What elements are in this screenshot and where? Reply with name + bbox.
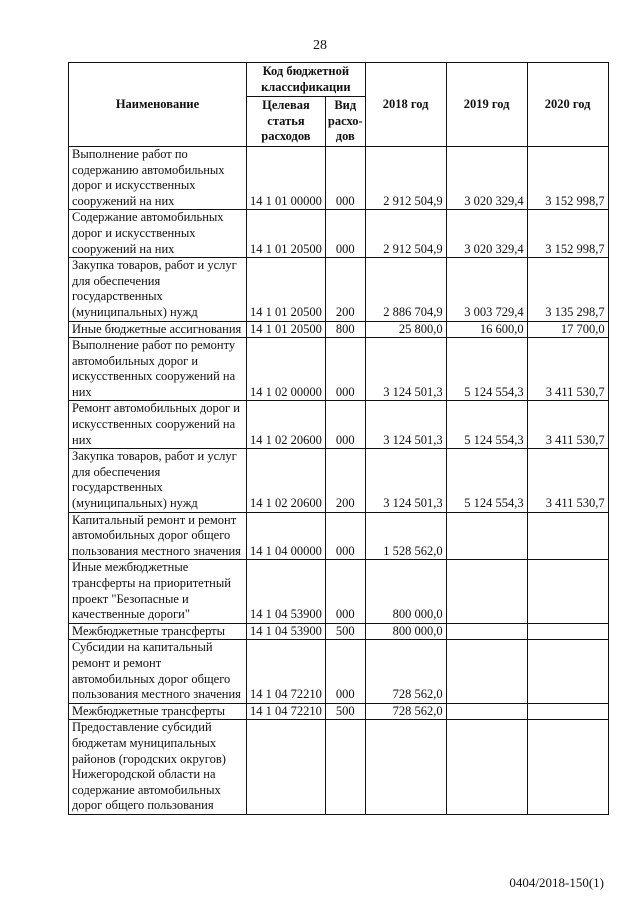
row-kind-code: 200: [325, 449, 365, 512]
row-value-2018: 3 124 501,3: [365, 401, 446, 449]
row-kind-code: 000: [325, 560, 365, 623]
row-name: Межбюджетные трансферты: [69, 703, 247, 720]
row-name: Закупка товаров, работ и услуг для обеспечения государственных (муниципальных) нужд: [69, 258, 247, 321]
row-value-2018: [365, 720, 446, 815]
row-value-2020: 3 135 298,7: [527, 258, 608, 321]
table-row: [69, 210, 609, 258]
row-value-2018: 2 912 504,9: [365, 210, 446, 258]
table-row: [69, 449, 609, 512]
page-number: 28: [313, 38, 327, 53]
row-kind-code: 800: [325, 321, 365, 338]
row-value-2020: [527, 512, 608, 560]
header-name: Наименование: [69, 63, 247, 147]
row-value-2020: 17 700,0: [527, 321, 608, 338]
table-row: [69, 720, 609, 815]
row-name: Иные бюджетные ассигнования: [69, 321, 247, 338]
table-row: [69, 560, 609, 623]
row-name: Содержание автомобильных дорог и искусственных сооружений на них: [69, 210, 247, 258]
row-value-2019: [446, 512, 527, 560]
row-target-code: [247, 720, 326, 815]
row-kind-code: 000: [325, 401, 365, 449]
row-value-2018: 728 562,0: [365, 703, 446, 720]
row-value-2020: [527, 623, 608, 640]
row-value-2018: 3 124 501,3: [365, 338, 446, 401]
row-kind-code: 200: [325, 258, 365, 321]
row-target-code: 14 1 01 20500: [247, 321, 326, 338]
row-kind-code: 500: [325, 623, 365, 640]
row-target-code: 14 1 04 53900: [247, 623, 326, 640]
header-target: Целевая статья расходов: [247, 97, 326, 147]
row-value-2019: [446, 560, 527, 623]
row-target-code: 14 1 01 20500: [247, 258, 326, 321]
row-target-code: 14 1 04 00000: [247, 512, 326, 560]
row-target-code: 14 1 04 72210: [247, 640, 326, 703]
row-kind-code: 000: [325, 338, 365, 401]
row-value-2018: 3 124 501,3: [365, 449, 446, 512]
row-target-code: 14 1 01 00000: [247, 146, 326, 209]
row-value-2019: [446, 720, 527, 815]
row-target-code: 14 1 04 53900: [247, 560, 326, 623]
row-value-2020: 3 411 530,7: [527, 401, 608, 449]
row-value-2020: [527, 640, 608, 703]
row-kind-code: 000: [325, 512, 365, 560]
row-value-2020: [527, 560, 608, 623]
row-value-2020: 3 152 998,7: [527, 210, 608, 258]
row-value-2019: 3 020 329,4: [446, 210, 527, 258]
row-target-code: 14 1 01 20500: [247, 210, 326, 258]
row-name: Межбюджетные трансферты: [69, 623, 247, 640]
row-value-2018: 800 000,0: [365, 560, 446, 623]
row-value-2020: 3 411 530,7: [527, 449, 608, 512]
budget-table: [68, 62, 609, 815]
row-name: Выполнение работ по содержанию автомобильных дорог и искусственных сооружений на них: [69, 146, 247, 209]
row-value-2019: 3 020 329,4: [446, 146, 527, 209]
table-row: [69, 512, 609, 560]
row-value-2020: [527, 720, 608, 815]
row-kind-code: 000: [325, 146, 365, 209]
row-kind-code: [325, 720, 365, 815]
row-value-2019: 5 124 554,3: [446, 449, 527, 512]
header-kind: Вид расхо-дов: [325, 97, 365, 147]
row-value-2018: 2 912 504,9: [365, 146, 446, 209]
table-row: [69, 338, 609, 401]
row-value-2019: [446, 703, 527, 720]
table-row: [69, 703, 609, 720]
table-row: [69, 623, 609, 640]
row-value-2019: 5 124 554,3: [446, 401, 527, 449]
row-value-2020: [527, 703, 608, 720]
row-value-2019: 16 600,0: [446, 321, 527, 338]
header-2020: 2020 год: [527, 63, 608, 147]
row-value-2018: 25 800,0: [365, 321, 446, 338]
row-kind-code: 500: [325, 703, 365, 720]
row-target-code: 14 1 02 20600: [247, 449, 326, 512]
row-name: Капитальный ремонт и ремонт автомобильных дорог общего пользования местного значения: [69, 512, 247, 560]
row-kind-code: 000: [325, 640, 365, 703]
row-kind-code: 000: [325, 210, 365, 258]
row-target-code: 14 1 02 00000: [247, 338, 326, 401]
row-name: Ремонт автомобильных дорог и искусственных сооружений на них: [69, 401, 247, 449]
document-code: 0404/2018-150(1): [509, 875, 604, 890]
row-value-2020: 3 411 530,7: [527, 338, 608, 401]
table-row: [69, 146, 609, 209]
row-value-2019: [446, 640, 527, 703]
row-value-2019: 3 003 729,4: [446, 258, 527, 321]
row-value-2018: 728 562,0: [365, 640, 446, 703]
header-2018: 2018 год: [365, 63, 446, 147]
table-row: [69, 401, 609, 449]
table-row: [69, 258, 609, 321]
table-row: [69, 640, 609, 703]
row-value-2019: [446, 623, 527, 640]
row-name: Закупка товаров, работ и услуг для обеспечения государственных (муниципальных) нужд: [69, 449, 247, 512]
header-code-group: Код бюджетной классификации: [247, 63, 366, 97]
row-target-code: 14 1 02 20600: [247, 401, 326, 449]
row-name: Субсидии на капитальный ремонт и ремонт автомобильных дорог общего пользования местного значения: [69, 640, 247, 703]
row-value-2019: 5 124 554,3: [446, 338, 527, 401]
row-value-2018: 1 528 562,0: [365, 512, 446, 560]
header-2019: 2019 год: [446, 63, 527, 147]
row-name: Иные межбюджетные трансферты на приоритетный проект "Безопасные и качественные дороги": [69, 560, 247, 623]
row-name: Выполнение работ по ремонту автомобильных дорог и искусственных сооружений на них: [69, 338, 247, 401]
table-row: [69, 321, 609, 338]
row-target-code: 14 1 04 72210: [247, 703, 326, 720]
row-value-2020: 3 152 998,7: [527, 146, 608, 209]
row-value-2018: 2 886 704,9: [365, 258, 446, 321]
row-value-2018: 800 000,0: [365, 623, 446, 640]
row-name: Предоставление субсидий бюджетам муниципальных районов (городских округов) Нижегородской области на содержание автомобильных дорог общего пользования: [69, 720, 247, 815]
